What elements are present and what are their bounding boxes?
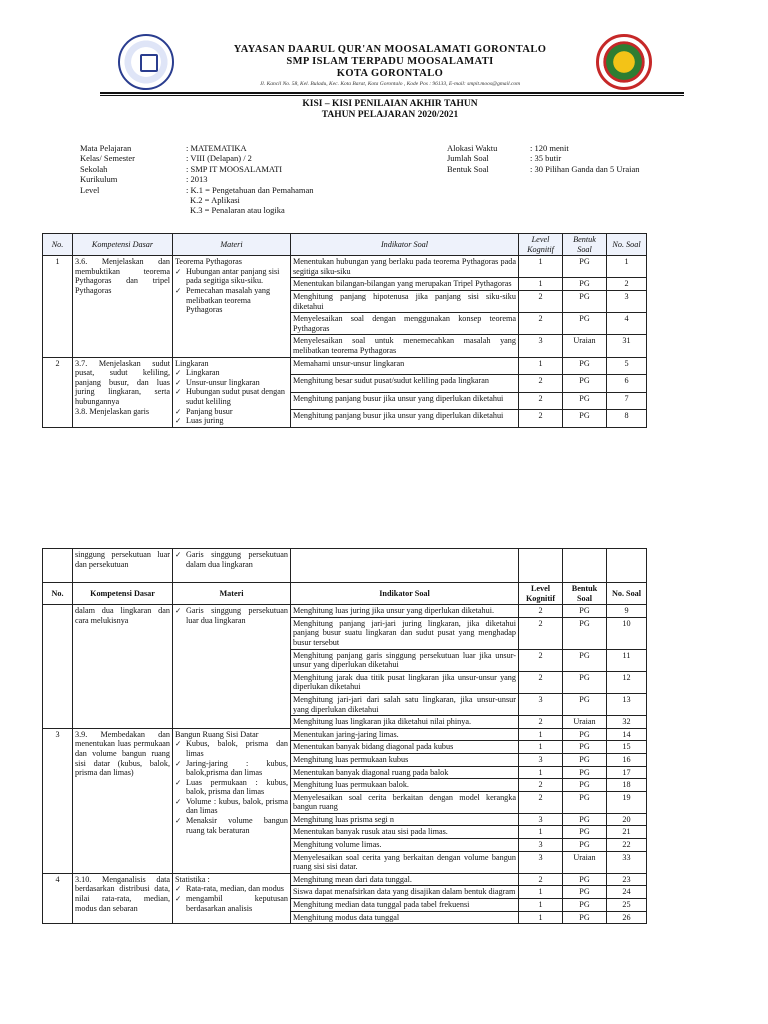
materi-item: ✓ Luas permukaan : kubus, balok, prisma dan limas [175,778,288,797]
identity-value: : 30 Pilihan Ganda dan 5 Uraian [530,163,640,174]
header-bentuk: Bentuk Soal [563,234,607,256]
materi-item: ✓ Hubungan antar panjang sisi pada segitiga siku-siku. [175,267,288,286]
indikator: Menghitung besar sudut pusat/sudut keliling pada lingkaran [291,375,519,393]
materi-title: Statistika : [175,874,210,884]
page-gap [0,470,768,540]
level: 3 [519,753,563,766]
indikator: Menghitung jari-jari dari salah satu lingkaran, jika unsur-unsur yang diperlukan diketahui [291,693,519,715]
kompetensi-dasar: dalam dua lingkaran dan cara melukisnya [73,605,173,729]
foundation-logo-icon [118,34,174,90]
level: 1 [519,911,563,924]
nosoal: 10 [607,617,647,649]
nosoal: 1 [607,256,647,278]
kd-text: 3.7. Menjelaskan sudut pusat, sudut keliling, panjang busur, dan luas juring lingkaran, serta hubungannya [75,358,170,406]
nosoal: 14 [607,728,647,741]
indikator: Menghitung volume limas. [291,839,519,852]
level: 2 [519,671,563,693]
nosoal: 22 [607,839,647,852]
nosoal: 23 [607,873,647,886]
materi-item: ✓ mengambil keputusan berdasarkan analisis [175,894,288,913]
header-kompetensi-dasar: Kompetensi Dasar [73,583,173,605]
indikator: Memahami unsur-unsur lingkaran [291,357,519,375]
identity-value: K.3 = Penalaran atau logika [190,205,285,216]
kisi-table-page-1 [42,233,647,428]
bentuk: PG [563,649,607,671]
materi-item: ✓ Unsur-unsur lingkaran [175,378,288,388]
bentuk: PG [563,741,607,754]
indikator: Menentukan bilangan-bilangan yang merupakan Tripel Pythagoras [291,278,519,291]
level: 2 [519,873,563,886]
level: 2 [519,617,563,649]
materi-cell [173,549,291,583]
table-header-row [43,583,647,605]
foundation-name: YAYASAN DAARUL QUR'AN MOOSALAMATI GORONTALO [233,44,547,55]
row-number [43,549,73,583]
materi-item: ✓ Panjang busur [175,407,288,417]
level: 1 [519,899,563,912]
nosoal: 33 [607,851,647,873]
indikator: Menghitung jarak dua titik pusat lingkaran jika unsur-unsur yang diperlukan diketahui [291,671,519,693]
nosoal: 25 [607,899,647,912]
indikator: Menghitung panjang busur jika unsur yang diperlukan diketahui [291,392,519,410]
indikator: Menghitung luas lingkaran jika diketahui nilai phinya. [291,716,519,729]
bentuk: Uraian [563,335,607,357]
table-row [43,873,647,886]
materi-item: ✓ Luas juring [175,416,288,426]
bentuk: PG [563,278,607,291]
table-row [43,605,647,618]
materi-cell [173,873,291,923]
header-bentuk: Bentuk Soal [563,583,607,605]
nosoal: 11 [607,649,647,671]
identity-values [186,143,314,216]
header-nosoal: No. Soal [607,583,647,605]
materi-item: ✓ Pemecahan masalah yang melibatkan teorema Pythagoras [175,286,288,315]
identity-label: Kurikulum [80,174,118,185]
document-page-2 [0,540,768,1024]
bentuk: PG [563,410,607,428]
table-row-continued [43,549,647,583]
indikator: Siswa dapat menafsirkan data yang disajikan dalam bentuk diagram [291,886,519,899]
materi-cell [173,256,291,357]
identity-value: : 120 menit [530,143,569,153]
table-row [43,256,647,278]
document-title: KISI – KISI PENILAIAN AKHIR TAHUN [302,99,478,109]
kompetensi-dasar: singgung persekutuan luar dan persekutuan [73,549,173,583]
indikator: Menghitung panjang jari-jari juring lingkaran, jika diketahui panjang busur suatu lingkaran dan sudut pusat yang menghadap busur tersebut [291,617,519,649]
level: 1 [519,826,563,839]
level: 2 [519,791,563,813]
bentuk: PG [563,911,607,924]
level: 2 [519,716,563,729]
nosoal: 19 [607,791,647,813]
indikator: Menghitung panjang garis singgung persekutuan luar jika unsur-unsur yang diperlukan diketahui [291,649,519,671]
nosoal: 8 [607,410,647,428]
bentuk: PG [563,671,607,693]
bentuk: PG [563,753,607,766]
nosoal: 15 [607,741,647,754]
nosoal: 21 [607,826,647,839]
nosoal: 20 [607,813,647,826]
identity-label: Kelas/ Semester [80,153,135,164]
bentuk: PG [563,873,607,886]
kd-text-next: 3.8. Menjelaskan garis [75,406,150,416]
document-page-1 [0,0,768,470]
identity-labels-right [447,143,497,174]
nosoal: 17 [607,766,647,779]
indikator: Menghitung luas juring jika unsur yang diperlukan diketahui. [291,605,519,618]
identity-label: Alokasi Waktu [447,143,498,153]
kompetensi-dasar: 3.10. Menganalisis data berdasarkan distribusi data, nilai rata-rata, median, modus dan sebaran [73,873,173,923]
header-indikator: Indikator Soal [291,234,519,256]
materi-item: ✓ Hubungan sudut pusat dengan sudut keliling [175,387,288,406]
header-rule-thin [100,95,684,96]
header-level: Level Kognitif [519,234,563,256]
bentuk: PG [563,886,607,899]
indikator: Menghitung luas permukaan kubus [291,753,519,766]
bentuk: PG [563,605,607,618]
indikator: Menghitung median data tunggal pada tabel frekuensi [291,899,519,912]
bentuk [563,549,607,583]
row-number [43,605,73,729]
bentuk: Uraian [563,716,607,729]
bentuk: PG [563,791,607,813]
level: 3 [519,335,563,357]
identity-values-right [530,143,640,174]
table-header-row [43,234,647,256]
level: 1 [519,886,563,899]
bentuk: PG [563,617,607,649]
header-rule [100,92,684,94]
header-materi: Materi [173,583,291,605]
nosoal: 18 [607,779,647,792]
indikator: Menghitung luas prisma segi n [291,813,519,826]
materi-title: Teorema Pythagoras [175,257,242,267]
nosoal: 13 [607,693,647,715]
row-number: 4 [43,873,73,923]
identity-label: Sekolah [80,163,108,174]
materi-title: Lingkaran [175,358,209,368]
indikator: Menyelesaikan soal untuk menemecahkan masalah yang melibatkan teorema Pythagoras [291,335,519,357]
materi-cell [173,605,291,729]
identity-value: : SMP IT MOOSALAMATI [186,163,283,174]
nosoal: 4 [607,313,647,335]
identity-labels [80,143,135,195]
bentuk: PG [563,256,607,278]
row-number: 2 [43,357,73,427]
nosoal: 24 [607,886,647,899]
header-no: No. [43,234,73,256]
nosoal: 6 [607,375,647,393]
header-kompetensi-dasar: Kompetensi Dasar [73,234,173,256]
header-no: No. [43,583,73,605]
indikator: Menentukan banyak diagonal ruang pada balok [291,766,519,779]
bentuk: PG [563,813,607,826]
bentuk: PG [563,290,607,312]
level: 1 [519,766,563,779]
level: 2 [519,649,563,671]
bentuk: PG [563,313,607,335]
nosoal [607,549,647,583]
materi-item: ✓ Rata-rata, median, dan modus [175,884,288,894]
materi-item: ✓ Lingkaran [175,368,288,378]
identity-value: : MATEMATIKA [186,143,247,153]
identity-value: K.2 = Aplikasi [190,195,240,206]
level [519,549,563,583]
indikator: Menyelesaikan soal dengan menggunakan konsep teorema Pythagoras [291,313,519,335]
nosoal: 9 [607,605,647,618]
identity-label: Bentuk Soal [447,163,489,174]
indikator: Menentukan jaring-jaring limas. [291,728,519,741]
materi-title: Bangun Ruang Sisi Datar [175,729,259,739]
level: 2 [519,392,563,410]
level: 2 [519,779,563,792]
nosoal: 32 [607,716,647,729]
identity-value: : 2013 [186,174,208,185]
identity-label: Jumlah Soal [447,153,489,164]
row-number: 1 [43,256,73,357]
bentuk: PG [563,392,607,410]
header-materi: Materi [173,234,291,256]
level: 1 [519,728,563,741]
materi-item: ✓ Volume : kubus, balok, prisma dan limas [175,797,288,816]
bentuk: PG [563,728,607,741]
level: 2 [519,375,563,393]
level: 3 [519,813,563,826]
bentuk: PG [563,357,607,375]
materi-item: ✓ Jaring-jaring : kubus, balok,prisma dan limas [175,759,288,778]
nosoal: 3 [607,290,647,312]
table-row [43,728,647,741]
nosoal: 16 [607,753,647,766]
header-level: Level Kognitif [519,583,563,605]
nosoal: 2 [607,278,647,291]
indikator: Menyelesaikan soal cerita yang berkaitan dengan volume bangun ruang sisi sisi datar. [291,851,519,873]
bentuk: PG [563,899,607,912]
indikator [291,549,519,583]
bentuk: PG [563,779,607,792]
indikator: Menghitung panjang hipotenusa jika panjang sisi siku-siku diketahui [291,290,519,312]
level: 2 [519,410,563,428]
table-row [43,357,647,375]
identity-label: Mata Pelajaran [80,143,132,153]
bentuk: PG [563,766,607,779]
level: 1 [519,256,563,278]
level: 3 [519,693,563,715]
kompetensi-dasar [73,357,173,427]
indikator: Menentukan banyak rusuk atau sisi pada limas. [291,826,519,839]
bentuk: PG [563,839,607,852]
school-address: Jl. Kancil No. 58, Kel. Buladu, Kec. Kota Barat, Kota Gorontalo , Kode Pos : 96133, E-mail: smpit.moos@gmail.com [259,81,521,87]
kompetensi-dasar: 3.9. Membedakan dan menentukan luas permukaan dan volume bangun ruang sisi datar (kubus, balok, prisma dan limas) [73,728,173,873]
level: 1 [519,741,563,754]
level: 2 [519,605,563,618]
city-name: KOTA GORONTALO [336,68,444,79]
level: 2 [519,290,563,312]
level: 3 [519,851,563,873]
identity-value: : K.1 = Pengetahuan dan Pemahaman [186,184,314,195]
indikator: Menyelesaikan soal cerita berkaitan dengan model kerangka bangun ruang [291,791,519,813]
level: 2 [519,313,563,335]
nosoal: 12 [607,671,647,693]
materi-cell [173,357,291,427]
school-name: SMP ISLAM TERPADU MOOSALAMATI [286,56,494,67]
materi-item: ✓ Garis singgung persekutuan dalam dua lingkaran [175,550,288,569]
school-logo-icon [596,34,652,90]
materi-item: ✓ Garis singgung persekutuan luar dua lingkaran [175,606,288,625]
indikator: Menentukan banyak bidang diagonal pada kubus [291,741,519,754]
nosoal: 5 [607,357,647,375]
indikator: Menentukan hubungan yang berlaku pada teorema Pythagoras pada segitiga siku-siku [291,256,519,278]
materi-item: ✓ Menaksir volume bangun ruang tak beraturan [175,816,288,835]
bentuk: PG [563,693,607,715]
indikator: Menghitung panjang busur jika unsur yang diperlukan diketahui [291,410,519,428]
nosoal: 31 [607,335,647,357]
indikator: Menghitung luas permukaan balok. [291,779,519,792]
level: 1 [519,357,563,375]
bentuk: PG [563,375,607,393]
bentuk: PG [563,826,607,839]
bentuk: Uraian [563,851,607,873]
row-number: 3 [43,728,73,873]
header-indikator: Indikator Soal [291,583,519,605]
nosoal: 7 [607,392,647,410]
level: 1 [519,278,563,291]
indikator: Menghitung modus data tunggal [291,911,519,924]
document-subtitle: TAHUN PELAJARAN 2020/2021 [321,110,459,120]
level: 3 [519,839,563,852]
indikator: Menghitung mean dari data tunggal. [291,873,519,886]
kompetensi-dasar: 3.6. Menjelaskan dan membuktikan teorema Pythagoras dan tripel Pythagoras [73,256,173,357]
kisi-table-page-2 [42,548,647,924]
identity-label: Level [80,184,100,195]
materi-item: ✓ Kubus, balok, prisma dan limas [175,739,288,758]
identity-value: : 35 butir [530,153,562,164]
materi-cell [173,728,291,873]
header-nosoal: No. Soal [607,234,647,256]
identity-value: : VIII (Delapan) / 2 [186,153,252,164]
nosoal: 26 [607,911,647,924]
